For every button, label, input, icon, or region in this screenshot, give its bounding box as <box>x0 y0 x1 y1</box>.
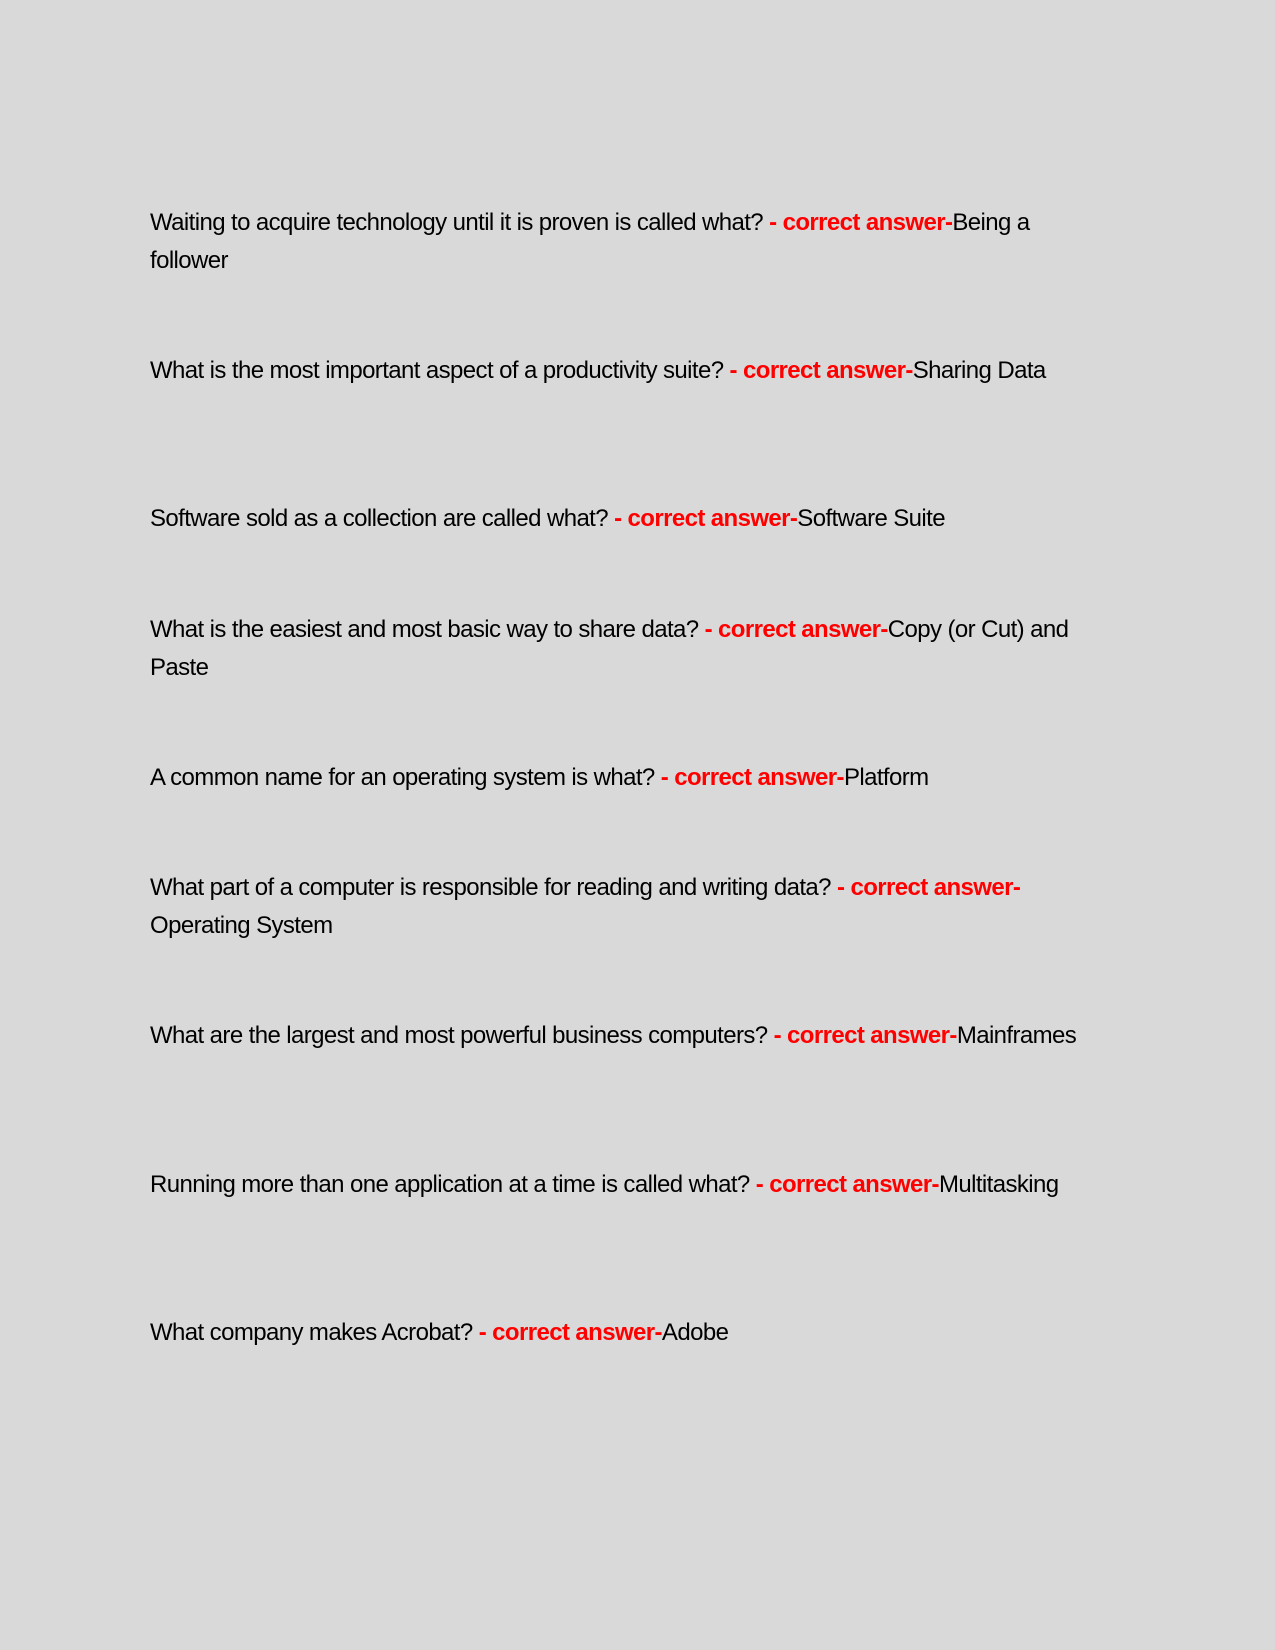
question-text: What is the most important aspect of a productivity suite? <box>150 357 730 384</box>
answer-text: Software Suite <box>797 505 945 532</box>
answer-text: Multitasking <box>938 1171 1059 1198</box>
question-text: Waiting to acquire technology until it is proven is called what? <box>150 209 770 236</box>
answer-text: Mainframes <box>956 1022 1077 1049</box>
qa-item <box>150 1017 1110 1055</box>
question-text: What part of a computer is responsible for reading and writing data? <box>150 874 837 901</box>
answer-text: Copy (or Cut) and Paste <box>150 616 1069 681</box>
answer-marker: - correct answer- <box>773 1022 957 1049</box>
answer-marker: - correct answer- <box>769 209 953 236</box>
qa-item <box>150 204 1110 280</box>
qa-item <box>150 611 1110 687</box>
answer-text: Operating System <box>150 912 333 939</box>
answer-text: Being a follower <box>150 209 1030 274</box>
answer-text: Sharing Data <box>912 357 1046 384</box>
answer-marker: - correct answer- <box>755 1171 939 1198</box>
qa-item <box>150 759 1110 797</box>
qa-item <box>150 869 1110 945</box>
answer-marker: - correct answer- <box>704 616 888 643</box>
qa-item <box>150 352 1110 390</box>
answer-marker: - correct answer- <box>729 357 913 384</box>
question-text: Software sold as a collection are called what? <box>150 505 615 532</box>
answer-text: Adobe <box>661 1319 729 1346</box>
question-text: A common name for an operating system is what? <box>150 764 661 791</box>
question-text: What is the easiest and most basic way to share data? <box>150 616 705 643</box>
qa-item <box>150 500 1110 538</box>
answer-text: Platform <box>843 764 929 791</box>
answer-marker: - correct answer- <box>837 874 1021 901</box>
qa-item <box>150 1314 1110 1352</box>
qa-item <box>150 1166 1110 1204</box>
answer-marker: - correct answer- <box>660 764 844 791</box>
answer-marker: - correct answer- <box>614 505 798 532</box>
answer-marker: - correct answer- <box>478 1319 662 1346</box>
question-text: What are the largest and most powerful business computers? <box>150 1022 774 1049</box>
question-text: Running more than one application at a time is called what? <box>150 1171 756 1198</box>
question-text: What company makes Acrobat? <box>150 1319 479 1346</box>
